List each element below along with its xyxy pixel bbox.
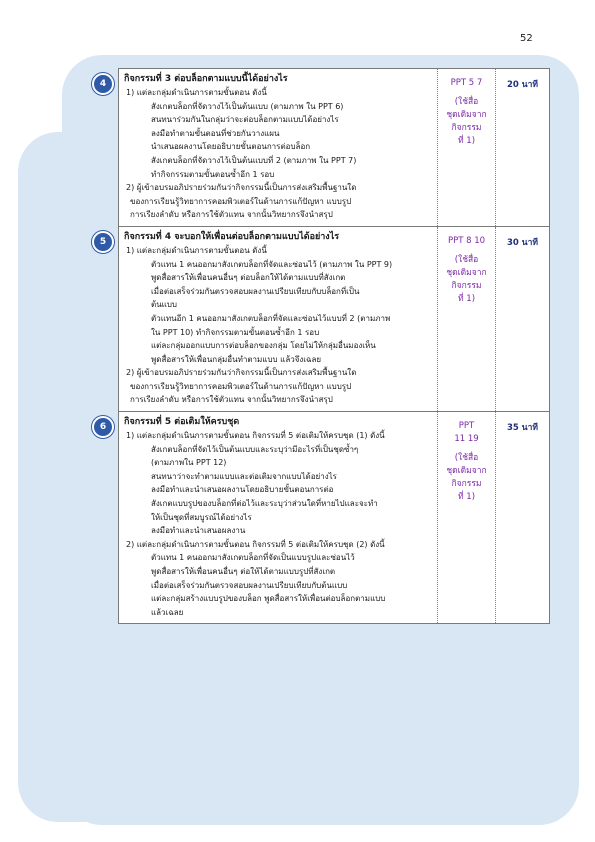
sub-step-item: ทำกิจกรรมตามขั้นตอนซ้ำอีก 1 รอบ [151,169,275,179]
sub-step-item: ตัวแทน 1 คนออกมาสังเกตบล็อกที่จัดและซ่อนไว้ (ตามภาพ ใน PPT 9) [151,259,393,269]
duration-cell: 35 นาที [507,423,538,434]
step-item: 2) ผู้เข้าอบรมอภิปรายร่วมกันว่ากิจกรรมนี้เป็นการส่งเสริมพื้นฐานใด [126,183,357,193]
sub-step-item: ให้เป็นชุดที่สมบูรณ์ได้อย่างไร [151,512,252,522]
duration-cell: 20 นาที [507,80,538,90]
sub-step-item: ตัวแทน 1 คนออกมาสังเกตบล็อกที่จัดเป็นแบบรูปและซ่อนไว้ [151,553,355,563]
sub-step-item: สนทนาร่วมกันในกลุ่มว่าจะต่อบล็อกตามแบบได้อย่างไร [151,115,339,125]
sub-step-item: ต้นแบบ [151,300,177,310]
sub-step-item: พูดสื่อสารให้เพื่อนกลุ่มอื่นทำตามแบบ แล้วจึงเฉลย [151,354,322,364]
media-text: 11 19 [454,434,479,445]
sub-step-item: นำเสนอผลงานโดยอธิบายขั้นตอนการต่อบล็อก [151,142,311,152]
sub-step-item: สังเกตบล็อกที่จัดวางไว้เป็นต้นแบบที่ 2 (ตามภาพ ใน PPT 7) [151,155,357,165]
media-cell [438,69,496,226]
media-cell [438,412,496,623]
media-text: ชุดเดิมจาก [446,466,487,477]
sub-step-item: ตัวแทนอีก 1 คนออกมาสังเกตบล็อกที่จัดและซ่อนไว้แบบที่ 2 (ตามภาพ [151,313,391,323]
activity-content-cell [119,412,438,623]
sub-step-item: ลงมือทำและนำเสนอผลงาน [151,526,246,536]
activity-row [99,412,549,623]
activity-number-badge: 6 [92,416,114,438]
media-text: ที่ 1) [457,136,476,146]
media-text: PPT 5 7 [450,78,483,88]
media-text: กิจกรรม [451,479,482,490]
sub-step-item: พูดสื่อสารให้เพื่อนคนอื่นๆ ต่อบล็อกให้ได้ตามแบบที่สังเกต [151,273,346,283]
activity-number-badge: 4 [92,73,114,95]
media-text: ที่ 1) [457,492,476,503]
activity-content-cell [119,69,438,226]
activity-title: กิจกรรมที่ 3 ต่อบล็อกตามแบบนี้ได้อย่างไร [124,74,288,84]
sub-step-item: เมื่อต่อเสร็จร่วมกันตรวจสอบผลงานเปรียบเทียบกับต้นแบบ [151,580,348,590]
activity-row [99,227,549,412]
page-number: 52 [520,33,533,44]
sub-step-item: การเรียงลำดับ หรือการใช้ตัวแทน จากนั้นวิทยากรจึงนำสรุป [130,210,333,220]
sub-step-item: แล้วเฉลย [151,607,184,617]
activity-content-cell [119,227,438,411]
sub-step-item: แต่ละกลุ่มออกแบบการต่อบล็อกของกลุ่ม โดยไม่ให้กลุ่มอื่นมองเห็น [151,341,376,351]
step-item: 1) แต่ละกลุ่มดำเนินการตามขั้นตอน กิจกรรมที่ 5 ต่อเติมให้ครบชุด (1) ดังนี้ [126,431,385,441]
activity-title: กิจกรรมที่ 4 จะบอกให้เพื่อนต่อบล็อกตามแบบได้อย่างไร [124,231,340,242]
sub-step-item: พูดสื่อสารให้เพื่อนคนอื่นๆ ต่อให้ได้ตามแบบรูปที่สังเกต [151,567,336,576]
sub-step-item: แต่ละกลุ่มสร้างแบบรูปของบล็อก พูดสื่อสารให้เพื่อนต่อบล็อกตามแบบ [151,594,386,604]
activity-row [99,69,549,227]
sub-step-item: ลงมือทำและนำเสนอผลงานโดยอธิบายขั้นตอนการต่อ [151,485,334,495]
media-text: ชุดเดิมจาก [446,267,487,278]
sub-step-item: ของการเรียนรู้วิทยาการคอมพิวเตอร์ในด้านการแก้ปัญหา แบบรูป [130,196,352,206]
step-item: 1) แต่ละกลุ่มดำเนินการตามขั้นตอน ดังนี้ [126,88,267,97]
sub-step-item: สังเกตแบบรูปของบล็อกที่ต่อไว้และระบุว่าส่วนใดที่หายไปและจะทำ [151,499,378,509]
media-text: PPT 8 10 [447,235,486,246]
sub-step-item: สนทนาว่าจะทำตามแบบและต่อเติมจากแบบได้อย่างไร [151,471,337,481]
sub-step-item: ลงมือทำตามขั้นตอนที่ช่วยกันวางแผน [151,128,280,138]
media-text: ที่ 1) [457,293,476,304]
media-text: (ใช้สื่อ [454,97,479,107]
media-text: กิจกรรม [451,280,482,291]
activity-title: กิจกรรมที่ 5 ต่อเติมให้ครบชุด [124,417,240,428]
sub-step-item: ใน PPT 10) ทำกิจกรรมตามขั้นตอนซ้ำอีก 1 รอบ [151,327,320,337]
activity-number-badge: 5 [92,231,114,253]
step-item: 2) แต่ละกลุ่มดำเนินการตามขั้นตอน กิจกรรมที่ 5 ต่อเติมให้ครบชุด (2) ดังนี้ [126,539,385,549]
sub-step-item: การเรียงลำดับ หรือการใช้ตัวแทน จากนั้นวิทยากรจึงนำสรุป [130,395,333,405]
sub-step-item: สังเกตบล็อกที่จัดวางไว้เป็นต้นแบบ (ตามภาพ ใน PPT 6) [151,101,344,111]
media-text: (ใช้สื่อ [454,254,479,265]
sub-step-item: ของการเรียนรู้วิทยาการคอมพิวเตอร์ในด้านการแก้ปัญหา แบบรูป [130,381,352,391]
media-text: กิจกรรม [451,123,482,133]
activity-table [99,68,550,624]
media-cell [438,227,496,411]
sub-step-item: สังเกตบล็อกที่จัดไว้เป็นต้นแบบและระบุว่ามีอะไรที่เป็นชุดซ้ำๆ [151,444,359,454]
media-text: PPT [458,421,475,432]
sub-step-item: เมื่อต่อเสร็จร่วมกันตรวจสอบผลงานเปรียบเทียบกับบล็อกที่เป็น [151,286,360,296]
step-item: 1) แต่ละกลุ่มดำเนินการตามขั้นตอน ดังนี้ [126,245,267,255]
duration-cell: 30 นาที [507,237,538,248]
sub-step-item: (ตามภาพใน PPT 12) [151,458,227,468]
media-text: (ใช้สื่อ [454,453,479,464]
media-text: ชุดเดิมจาก [446,110,487,120]
step-item: 2) ผู้เข้าอบรมอภิปรายร่วมกันว่ากิจกรรมนี้เป็นการส่งเสริมพื้นฐานใด [126,368,357,378]
